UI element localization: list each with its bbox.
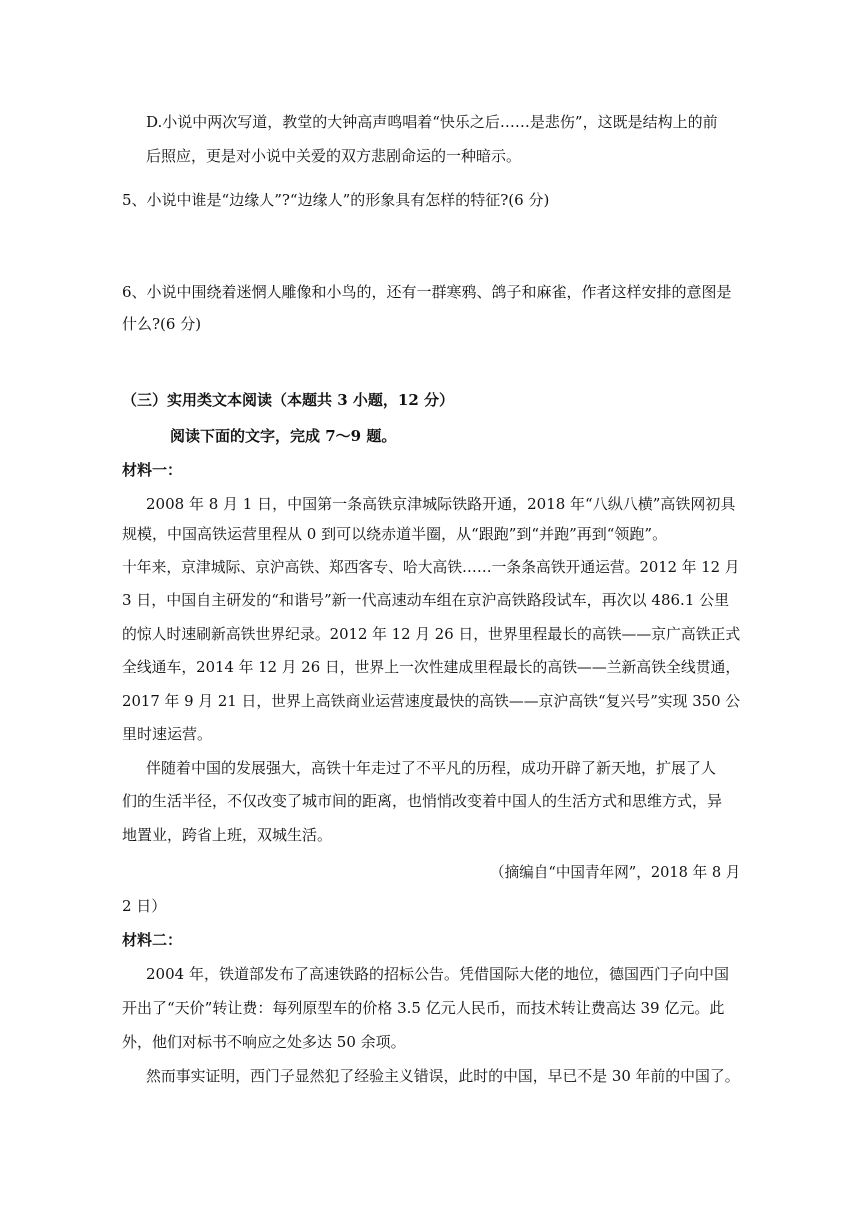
- material-1-line: 里时速运营。: [122, 725, 213, 743]
- material-2-label: 材料二：: [122, 931, 183, 949]
- question-6-line-1: 6、小说中围绕着迷惘人雕像和小鸟的，还有一群寒鸦、鸽子和麻雀，作者这样安排的意图是: [122, 283, 732, 301]
- option-d-line-1: D.小说中两次写道，教堂的大钟高声鸣唱着“快乐之后……是悲伤”，这既是结构上的前: [146, 113, 718, 131]
- material-2-line: 外，他们对标书不响应之处多达 50 余项。: [122, 1033, 406, 1051]
- material-1-line: 3 日，中国自主研发的“和谐号”新一代高速动车组在京沪高铁路段试车，再次以 486.1 公里: [122, 591, 730, 609]
- material-1-source-line-1: （摘编自“中国青年网”，2018 年 8 月: [490, 863, 741, 881]
- material-1-line: 伴随着中国的发展强大，高铁十年走过了不平凡的历程，成功开辟了新天地，扩展了人: [146, 759, 717, 777]
- section-instruction: 阅读下面的文字，完成 7～9 题。: [170, 427, 397, 445]
- material-2-line: 2004 年，铁道部发布了高速铁路的招标公告。凭借国际大佬的地位，德国西门子向中国: [146, 965, 729, 983]
- material-1-line: 的惊人时速刷新高铁世界纪录。2012 年 12 月 26 日，世界里程最长的高铁——京广高铁正式: [122, 625, 741, 643]
- material-2-line: 然而事实证明，西门子显然犯了经验主义错误，此时的中国，早已不是 30 年前的中国了。: [146, 1067, 740, 1085]
- material-1-line: 全线通车，2014 年 12 月 26 日，世界上一次性建成里程最长的高铁——兰新高铁全线贯通，: [122, 658, 741, 676]
- section-heading: （三）实用类文本阅读（本题共 3 小题，12 分）: [122, 391, 454, 409]
- material-1-line: 十年来，京津城际、京沪高铁、郑西客专、哈大高铁……一条条高铁开通运营。2012 年 12 月: [122, 558, 740, 576]
- material-1-line: 地置业，跨省上班，双城生活。: [122, 826, 333, 844]
- material-1-line: 规模，中国高铁运营里程从 0 到可以绕赤道半圈，从“跟跑”到“并跑”再到“领跑”。: [122, 525, 668, 543]
- question-6-line-2: 什么?(6 分): [122, 315, 202, 333]
- material-1-line: 2017 年 9 月 21 日，世界上高铁商业运营速度最快的高铁——京沪高铁“复兴号”实现 350 公: [122, 692, 741, 710]
- question-5: 5、小说中谁是“边缘人”?“边缘人”的形象具有怎样的特征?(6 分): [122, 191, 550, 209]
- option-d-line-2: 后照应，更是对小说中关爱的双方悲剧命运的一种暗示。: [146, 147, 522, 165]
- material-1-label: 材料一：: [122, 461, 183, 479]
- material-1-line: 们的生活半径，不仅改变了城市间的距离，也悄悄改变着中国人的生活方式和思维方式，异: [122, 792, 723, 810]
- material-1-source-line-2: 2 日）: [122, 897, 167, 915]
- material-2-line: 开出了“天价”转让费：每列原型车的价格 3.5 亿元人民币，而技术转让费高达 39 亿元。此: [122, 999, 725, 1017]
- material-1-line: 2008 年 8 月 1 日，中国第一条高铁京津城际铁路开通，2018 年“八纵八横”高铁网初具: [146, 495, 736, 513]
